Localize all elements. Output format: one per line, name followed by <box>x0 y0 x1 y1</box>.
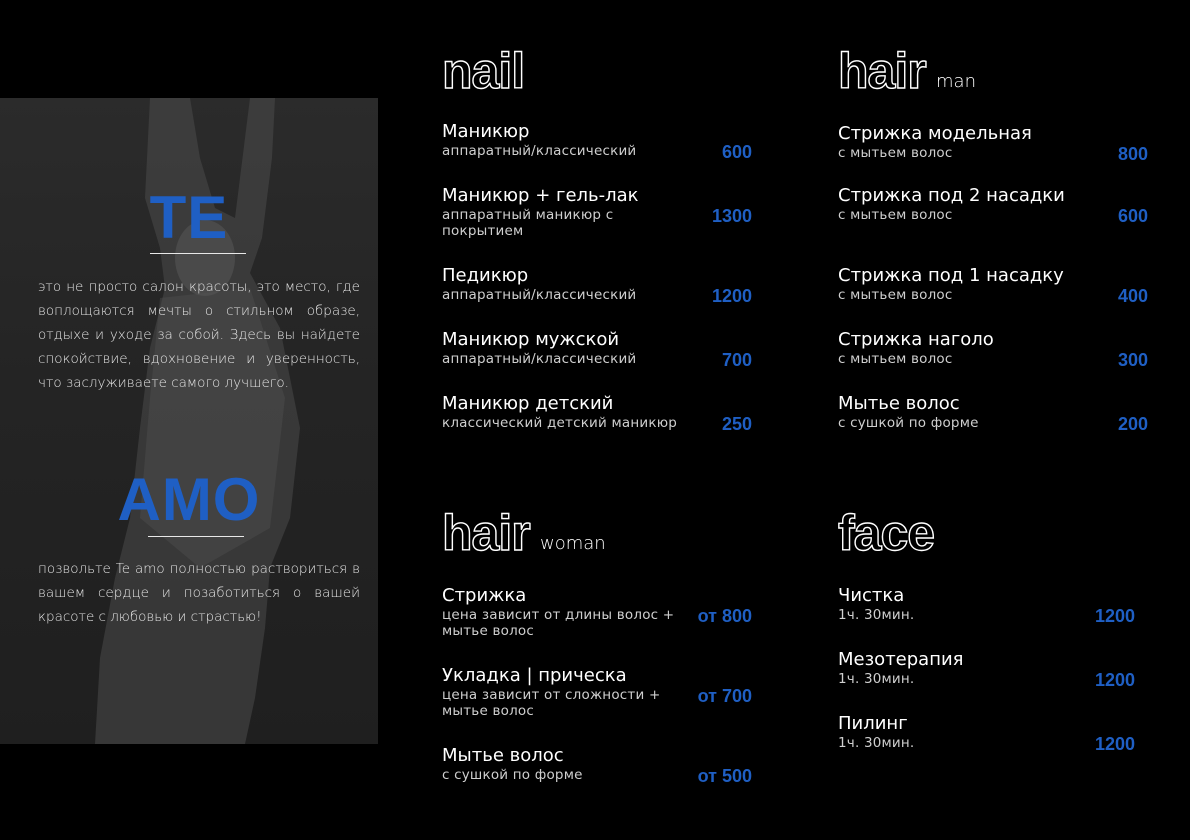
divider <box>148 536 244 537</box>
divider <box>150 253 246 254</box>
service-description: с сушкой по форме <box>838 415 979 431</box>
service-description: аппаратный/классический <box>442 287 637 303</box>
service-name: Маникюр <box>442 121 530 142</box>
service-price: 1200 <box>711 286 752 306</box>
service-price: от 500 <box>697 766 752 786</box>
section-subtitle-woman: woman <box>540 533 606 554</box>
service-name: Чистка <box>838 585 905 606</box>
section-subtitle-man: man <box>936 71 976 92</box>
service-name: Мытье волос <box>838 393 960 414</box>
service-name: Мытье волос <box>442 745 564 766</box>
service-name: Маникюр детский <box>442 393 614 414</box>
service-price: 200 <box>1117 414 1148 434</box>
service-description: с сушкой по форме <box>442 767 583 783</box>
service-price: 250 <box>721 414 752 434</box>
service-description: 1ч. 30мин. <box>838 607 915 623</box>
service-description: аппаратный/классический <box>442 351 637 367</box>
section-title-face: face <box>838 505 935 561</box>
brand-description: это не просто салон красоты, это место, где воплощаются мечты о стильном образе, отдыхе и уходе за собой. Здесь вы найдете спокойствие, вдохновение и уверенность, что заслуживаете самого лучшего. <box>38 279 360 391</box>
section-title-nail: nail <box>442 43 525 99</box>
service-name: Стрижка под 1 насадку <box>838 265 1064 286</box>
service-description: аппаратный/классический <box>442 143 637 159</box>
service-description: цена зависит от сложности + мытье волос <box>442 687 661 719</box>
brand-slogan: позвольте Te amo полностью раствориться в вашем сердце и позаботиться о вашей красоте с любовью и страстью! <box>38 561 360 625</box>
service-price: 600 <box>721 142 752 162</box>
service-name: Маникюр + гель-лак <box>442 185 639 206</box>
service-name: Укладка | прическа <box>442 665 627 686</box>
service-price: 800 <box>1117 144 1148 164</box>
service-price: 400 <box>1117 286 1148 306</box>
service-name: Стрижка под 2 насадки <box>838 185 1065 206</box>
service-name: Стрижка модельная <box>838 123 1032 144</box>
service-description: с мытьем волос <box>838 351 953 367</box>
service-name: Стрижка <box>442 585 527 606</box>
section-title-hair-woman: hair <box>442 505 530 561</box>
service-name: Маникюр мужской <box>442 329 620 350</box>
service-price: 1200 <box>1094 734 1135 754</box>
service-description: с мытьем волос <box>838 287 953 303</box>
service-name: Педикюр <box>442 265 529 286</box>
service-name: Стрижка наголо <box>838 329 994 350</box>
service-price: 700 <box>721 350 752 370</box>
section-title-hair-man: hair <box>838 43 926 99</box>
service-price: 1200 <box>1094 606 1135 626</box>
service-description: 1ч. 30мин. <box>838 735 915 751</box>
service-price: от 700 <box>697 686 752 706</box>
service-description: классический детский маникюр <box>442 415 678 431</box>
service-price: от 800 <box>697 606 752 626</box>
service-price: 600 <box>1117 206 1148 226</box>
brand-word-amo: AMO <box>117 466 261 533</box>
service-name: Мезотерапия <box>838 649 964 670</box>
service-description: с мытьем волос <box>838 207 953 223</box>
service-description: аппаратный маникюр с покрытием <box>442 207 614 239</box>
service-price: 1200 <box>1094 670 1135 690</box>
brand-word-te: TE <box>149 184 229 251</box>
service-description: цена зависит от длины волос + мытье волос <box>442 607 675 639</box>
service-price: 1300 <box>711 206 752 226</box>
brand-panel <box>0 98 378 744</box>
service-name: Пилинг <box>838 713 908 734</box>
service-description: 1ч. 30мин. <box>838 671 915 687</box>
service-description: с мытьем волос <box>838 145 953 161</box>
service-price: 300 <box>1117 350 1148 370</box>
